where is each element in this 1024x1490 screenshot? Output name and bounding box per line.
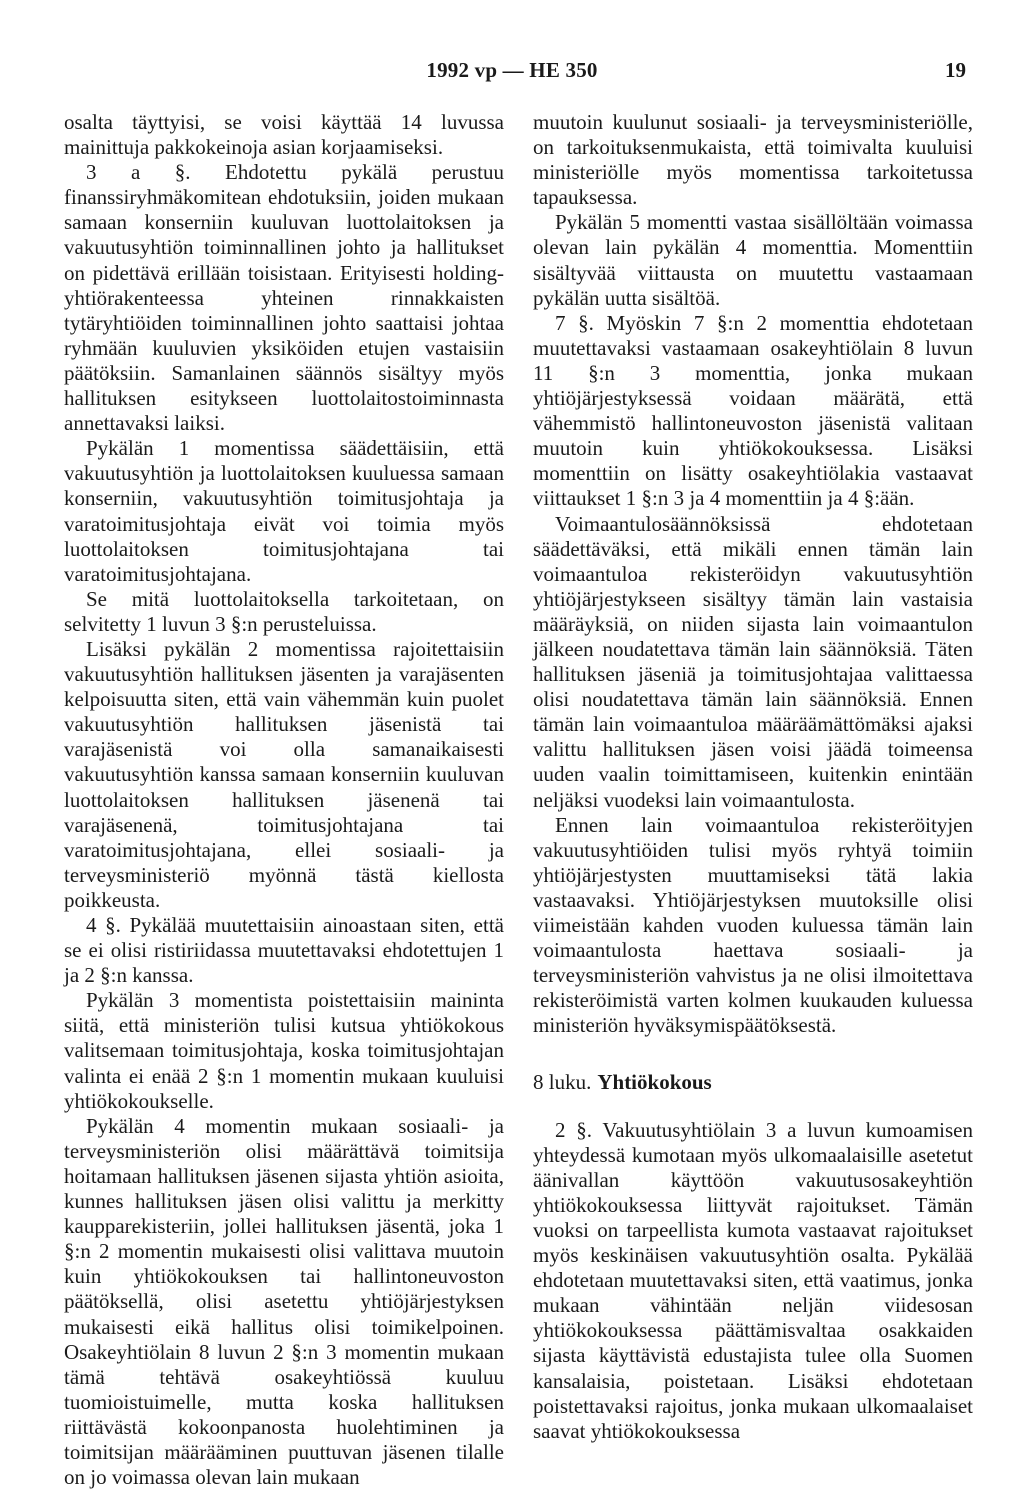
- paragraph: muutoin kuulunut sosiaali- ja terveysministeriölle, on tarkoituksenmukaista, että toimivalta kuuluisi ministeriölle myös momentissa tarkoitetussa tapauksessa.: [533, 110, 973, 210]
- paragraph: Ennen lain voimaantuloa rekisteröityjen vakuutusyhtiöiden tulisi myös ryhtyä toimiin yhtiöjärjestysten muuttamiseksi tätä lakia vastaavaksi. Yhtiöjärjestyksen muutoksille olisi viimeistään kahden vuoden kuluessa tämän lain voimaantulosta haettava sosiaali- ja terveysministeriön vahvistus ja ne olisi ilmoitettava rekisteröimistä varten kolmen kuukauden kuluessa ministeriön hyväksymispäätöksestä.: [533, 812, 973, 1038]
- paragraph: osalta täyttyisi, se voisi käyttää 14 luvussa mainittuja pakkokeinoja asian korjaamiseksi.: [64, 110, 504, 160]
- paragraph: 3 a §. Ehdotettu pykälä perustuu finanssiryhmäkomitean ehdotuksiin, joiden mukaan samaan konserniin kuuluvan luottolaitoksen ja vakuutusyhtiön toiminnallinen johto ja hallitukset on pidettävä erillään toisistaan. Erityisesti holding-yhtiörakenteessa yhteinen rinnakkaisten tytäryhtiöiden toiminnallinen johto saattaisi johtaa ryhmään kuuluvien yksiköiden etujen vastaisiin päätöksiin. Samanlainen säännös sisältyy myös hallituksen esitykseen luottolaitostoiminnasta annettavaksi laiksi.: [64, 160, 504, 436]
- right-column: [533, 110, 973, 1444]
- chapter-number: 8 luku.: [533, 1070, 592, 1095]
- left-column: [64, 110, 504, 1490]
- paragraph: 7 §. Myöskin 7 §:n 2 momenttia ehdotetaan muutettavaksi vastaamaan osakeyhtiölain 8 luvun 11 §:n 3 momenttia, jonka mukaan yhtiöjärjestyksessä voidaan määrätä, että vähemmistö hallintoneuvoston jäsenistä valitaan muutoin kuin yhtiökokouksessa. Lisäksi momenttiin on lisätty osakeyhtiölakia vastaavat viittaukset 1 §:n 3 ja 4 momenttiin ja 4 §:ään.: [533, 310, 973, 511]
- page-header: [0, 58, 1024, 88]
- paragraph: Se mitä luottolaitoksella tarkoitetaan, on selvitetty 1 luvun 3 §:n perusteluissa.: [64, 586, 504, 636]
- paragraph: Pykälän 1 momentissa säädettäisiin, että vakuutusyhtiön ja luottolaitoksen kuuluessa samaan konserniin, vakuutusyhtiön toimitusjohtaja ja varatoimitusjohtaja eivät voi toimia myös luottolaitoksen toimitusjohtajana tai varatoimitusjohtajana.: [64, 436, 504, 586]
- paragraph: Lisäksi pykälän 2 momentissa rajoitettaisiin vakuutusyhtiön hallituksen jäsenten ja varajäsenten kelpoisuutta siten, että vain vähemmän kuin puolet vakuutusyhtiön hallituksen jäsenistä tai varajäsenistä voi olla samanaikaisesti vakuutusyhtiön kanssa samaan konserniin kuuluvan luottolaitoksen hallituksen jäsenenä tai varajäsenenä, toimitusjohtajana tai varatoimitusjohtajana, ellei sosiaali- ja terveysministeriö myönnä tästä kiellosta poikkeusta.: [64, 636, 504, 912]
- paragraph: Pykälän 5 momentti vastaa sisällöltään voimassa olevan lain pykälän 4 momenttia. Momenttiin sisältyvää viittausta on muutettu vastaamaan pykälän uutta sisältöä.: [533, 210, 973, 310]
- paragraph: Pykälän 4 momentin mukaan sosiaali- ja terveysministeriön olisi määrättävä toimitsija hoitamaan hallituksen jäsenen sijasta yhtiön asioita, kunnes hallituksen jäsen olisi valittu ja merkitty kaupparekisteriin, jollei hallituksen jäsentä, joka 1 §:n 2 momentin mukaisesti olisi valittava muutoin kuin yhtiökokouksen tai hallintoneuvoston päätöksellä, olisi asetettu yhtiöjärjestyksen mukaisesti eikä hallitus olisi toimikelpoinen. Osakeyhtiölain 8 luvun 2 §:n 3 momentin mukaan tämä tehtävä osakeyhtiössä kuuluu tuomioistuimelle, mutta koska hallituksen riittävästä kokoonpanosta huolehtiminen ja toimitsijan määrääminen puuttuvan jäsenen tilalle on jo voimassa olevan lain mukaan: [64, 1113, 504, 1490]
- paragraph: Voimaantulosäännöksissä ehdotetaan säädettäväksi, että mikäli ennen tämän lain voimaantuloa rekisteröidyn vakuutusyhtiön yhtiöjärjestykseen sisältyy tämän lain vastaisia määräyksiä, on niiden sijasta lain voimaantulon jälkeen noudatettava tämän lain säännöksiä. Täten hallituksen jäseniä ja toimitusjohtajaa valittaessa olisi noudatettava tämän lain säännöksiä. Ennen tämän lain voimaantuloa määräämättömäksi ajaksi valittu hallituksen jäsen voisi jäädä toimeensa uuden vaalin toimittamiseen, kuitenkin enintään neljäksi vuodeksi lain voimaantulosta.: [533, 511, 973, 812]
- page-number: 19: [945, 58, 966, 82]
- chapter-heading: [533, 1070, 973, 1095]
- paragraph: Pykälän 3 momentista poistettaisiin maininta siitä, että ministeriön tulisi kutsua yhtiökokous valitsemaan toimitusjohtaja, koska toimitusjohtajan valinta ei enää 2 §:n 1 momentin mukaan kuuluisi yhtiökokoukselle.: [64, 988, 504, 1113]
- paragraph: 2 §. Vakuutusyhtiölain 3 a luvun kumoamisen yhteydessä kumotaan myös ulkomaalaisille asetetut äänivallan käyttöön vakuutusosakeyhtiön yhtiökokouksessa liittyvät rajoitukset. Tämän vuoksi on tarpeellista kumota vastaavat rajoitukset myös keskinäisen vakuutusyhtiön osalta. Pykälää ehdotetaan muutettavaksi siten, että vaatimus, jonka mukaan vähintään neljän viidesosan yhtiökokouksessa päättämisvaltaa osakkaiden sijasta käyttävistä edustajista tulee olla Suomen kansalaisia, poistetaan. Lisäksi ehdotetaan poistettavaksi rajoitus, jonka mukaan ulkomaalaiset saavat yhtiökokouksessa: [533, 1117, 973, 1443]
- chapter-title: Yhtiökokous: [597, 1070, 712, 1095]
- document-reference: 1992 vp — HE 350: [426, 58, 598, 82]
- paragraph: 4 §. Pykälää muutettaisiin ainoastaan siten, että se ei olisi ristiriidassa muutettavaksi ehdotettujen 1 ja 2 §:n kanssa.: [64, 913, 504, 988]
